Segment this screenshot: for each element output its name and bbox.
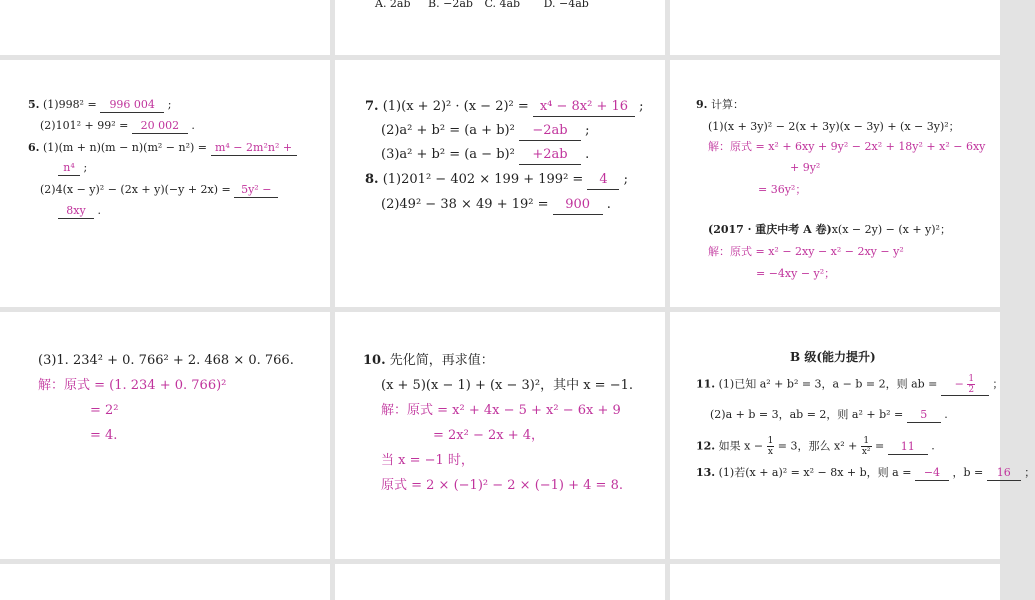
q11-p1-question: (1)已知 a² + b² = 3，a − b = 2，则 ab = bbox=[718, 377, 938, 391]
q6-part1-cont bbox=[58, 161, 87, 176]
q8-p2-question: (2)49² − 38 × 49 + 19² = bbox=[381, 197, 549, 212]
q6-number: 6. bbox=[28, 141, 40, 154]
q8-part2 bbox=[381, 196, 611, 215]
q7-p3-end: . bbox=[585, 147, 590, 162]
q7-p1-end: ; bbox=[639, 99, 644, 114]
q12-fraction-2-den: x² bbox=[861, 447, 871, 457]
q9-p2-solution-line1: 解：原式 = x² − 2xy − x² − 2xy − y² bbox=[708, 245, 904, 258]
q13-end: ； bbox=[1024, 466, 1035, 479]
q9-p3-solution-line1: 解：原式 = (1. 234 + 0. 766)² bbox=[38, 378, 227, 393]
q6-p1-question: (1)(m + n)(m − n)(m² − n²) = bbox=[42, 141, 208, 154]
card-bottom-right bbox=[670, 564, 1000, 600]
q7-part1 bbox=[365, 98, 643, 117]
q5-p2-answer: 20 002 bbox=[132, 119, 188, 134]
q9-title-text: 计算： bbox=[710, 98, 744, 111]
q7-p2-end: ; bbox=[585, 123, 590, 138]
q13-question: (1)若(x + a)² = x² − 8x + b，则 a = bbox=[718, 466, 912, 479]
q11-p2-answer: 5 bbox=[907, 408, 941, 423]
q9-p3-solution-line2: = 2² bbox=[90, 403, 119, 418]
q6-p2-answer-line2: 8xy bbox=[58, 204, 94, 219]
choice-b: B. −2ab bbox=[428, 0, 473, 10]
q7-p2-answer: −2ab bbox=[519, 122, 581, 141]
q8-p1-end: ; bbox=[623, 172, 628, 187]
q9-p3-question: (3)1. 234² + 0. 766² + 2. 468 × 0. 766. bbox=[38, 353, 294, 368]
q11-p2-end: . bbox=[944, 408, 948, 421]
q5-p1-question: (1)998² = bbox=[42, 98, 97, 111]
card-q7-q8 bbox=[335, 60, 665, 307]
q13-answer-a: −4 bbox=[915, 466, 949, 481]
level-b-heading: B 级(能力提升) bbox=[790, 350, 876, 364]
q11-p1-answer-sign: − bbox=[954, 377, 964, 391]
q7-p2-question: (2)a² + b² = (a + b)² bbox=[381, 123, 515, 138]
q6-p2-end: . bbox=[97, 204, 101, 217]
choice-c: C. 4ab bbox=[484, 0, 521, 10]
q12-fraction-2 bbox=[861, 436, 872, 457]
q12 bbox=[696, 436, 935, 457]
q11-p1-answer bbox=[941, 374, 989, 396]
q7-p1-question: (1)(x + 2)² · (x − 2)² = bbox=[382, 99, 529, 114]
q7-number: 7. bbox=[365, 99, 379, 114]
q12-fraction-1-num: 1 bbox=[767, 436, 774, 446]
q8-p2-answer: 900 bbox=[553, 196, 603, 215]
card-q9 bbox=[670, 60, 1000, 307]
q13-number: 13. bbox=[696, 466, 716, 479]
card-bottom-left bbox=[0, 564, 330, 600]
choice-row bbox=[375, 0, 589, 11]
q7-part2 bbox=[381, 122, 589, 141]
q6-part2 bbox=[40, 183, 278, 198]
q13-part1 bbox=[696, 466, 1035, 481]
q6-part2-cont bbox=[58, 204, 101, 219]
card-level-b bbox=[670, 312, 1035, 559]
q8-p1-question: (1)201² − 402 × 199 + 199² = bbox=[382, 172, 584, 187]
q11-p1-answer-fraction bbox=[967, 374, 975, 395]
q5-p2-question: (2)101² + 99² = bbox=[40, 119, 129, 132]
q9-p1-solution-line1: 解：原式 = x² + 6xy + 9y² − 2x² + 18y² + x² − 6xy bbox=[708, 140, 986, 153]
q13-mid: ，b = bbox=[952, 466, 984, 479]
q12-fraction-1-den: x bbox=[767, 447, 773, 457]
q12-end: . bbox=[931, 439, 935, 453]
q12-question-eq: = bbox=[875, 439, 885, 453]
q10-number: 10. bbox=[363, 353, 386, 368]
card-top-left bbox=[0, 0, 330, 55]
q7-part3 bbox=[381, 146, 589, 165]
q11-p1-answer-denominator: 2 bbox=[968, 385, 975, 395]
q9-p2-question bbox=[708, 223, 951, 237]
q6-p2-question: (2)4(x − y)² − (2x + y)(−y + 2x) = bbox=[40, 183, 231, 196]
q10-question: (x + 5)(x − 1) + (x − 3)²，其中 x = −1. bbox=[381, 378, 633, 393]
q12-question-pre: 如果 x − bbox=[718, 439, 764, 453]
q11-part1 bbox=[696, 374, 1003, 396]
q6-p2-answer-line1: 5y² − bbox=[234, 183, 278, 198]
q9-p1-solution-line3: = 36y²； bbox=[758, 183, 807, 196]
q11-p1-answer-numerator: 1 bbox=[968, 374, 975, 384]
q12-answer: 11 bbox=[888, 440, 928, 455]
q12-number: 12. bbox=[696, 439, 716, 453]
q5-p1-end: ; bbox=[167, 98, 172, 111]
q5-p1-answer: 996 004 bbox=[100, 98, 164, 113]
card-bottom-middle bbox=[335, 564, 665, 600]
card-q9-part3 bbox=[0, 312, 330, 559]
q11-number: 11. bbox=[696, 377, 716, 391]
q5-number: 5. bbox=[28, 98, 40, 111]
q8-part1 bbox=[365, 171, 628, 190]
q7-p3-answer: +2ab bbox=[519, 146, 581, 165]
q10-title bbox=[363, 352, 494, 370]
q7-p1-answer: x⁴ − 8x² + 16 bbox=[533, 98, 635, 117]
card-q10 bbox=[335, 312, 665, 559]
q6-part1 bbox=[28, 141, 297, 156]
q13-answer-b: 16 bbox=[987, 466, 1021, 481]
q11-part2 bbox=[710, 408, 948, 423]
q10-solution-line3: 当 x = −1 时， bbox=[381, 453, 474, 468]
q8-number: 8. bbox=[365, 172, 379, 187]
q11-p2-question: (2)a + b = 3，ab = 2，则 a² + b² = bbox=[710, 408, 904, 421]
q8-p1-answer: 4 bbox=[587, 171, 619, 190]
q8-p2-end: . bbox=[606, 197, 611, 212]
q10-solution-line4: 原式 = 2 × (−1)² − 2 × (−1) + 4 = 8. bbox=[381, 478, 623, 493]
q12-fraction-1 bbox=[767, 436, 775, 457]
q5-part2 bbox=[40, 119, 195, 134]
card-top-right bbox=[670, 0, 1000, 55]
q9-number: 9. bbox=[696, 98, 708, 111]
q9-p1-question: (1)(x + 3y)² − 2(x + 3y)(x − 3y) + (x − 3y)²； bbox=[708, 120, 960, 133]
q9-p2-solution-line2: = −4xy − y²； bbox=[756, 267, 836, 280]
card-top-middle bbox=[335, 0, 665, 55]
choice-a: A. 2ab bbox=[375, 0, 411, 10]
q9-title bbox=[696, 98, 744, 112]
q12-fraction-2-num: 1 bbox=[861, 436, 872, 447]
q6-p1-answer-line1: m⁴ − 2m²n² + bbox=[211, 141, 297, 156]
q6-p1-answer-line2: n⁴ bbox=[58, 161, 80, 176]
q10-title-text: 先化简，再求值： bbox=[389, 353, 494, 368]
q5-p2-end: . bbox=[191, 119, 195, 132]
q9-p3-solution-line3: = 4. bbox=[90, 428, 118, 443]
q9-p2-text: x(x − 2y) − (x + y)²； bbox=[831, 223, 951, 236]
card-q5-q6 bbox=[0, 60, 330, 307]
choice-d: D. −4ab bbox=[543, 0, 589, 10]
q9-p1-solution-line2: + 9y² bbox=[790, 161, 821, 174]
q10-solution-line2: = 2x² − 2x + 4， bbox=[433, 428, 545, 443]
q6-p1-end: ; bbox=[83, 161, 88, 174]
q11-p1-end: ； bbox=[992, 377, 1004, 391]
q5-part1 bbox=[28, 98, 171, 113]
q7-p3-question: (3)a² + b² = (a − b)² bbox=[381, 147, 515, 162]
q10-solution-line1: 解：原式 = x² + 4x − 5 + x² − 6x + 9 bbox=[381, 403, 621, 418]
q9-p2-source: (2017 · 重庆中考 A 卷) bbox=[708, 223, 832, 236]
q12-question-mid: = 3，那么 x² + bbox=[777, 439, 858, 453]
